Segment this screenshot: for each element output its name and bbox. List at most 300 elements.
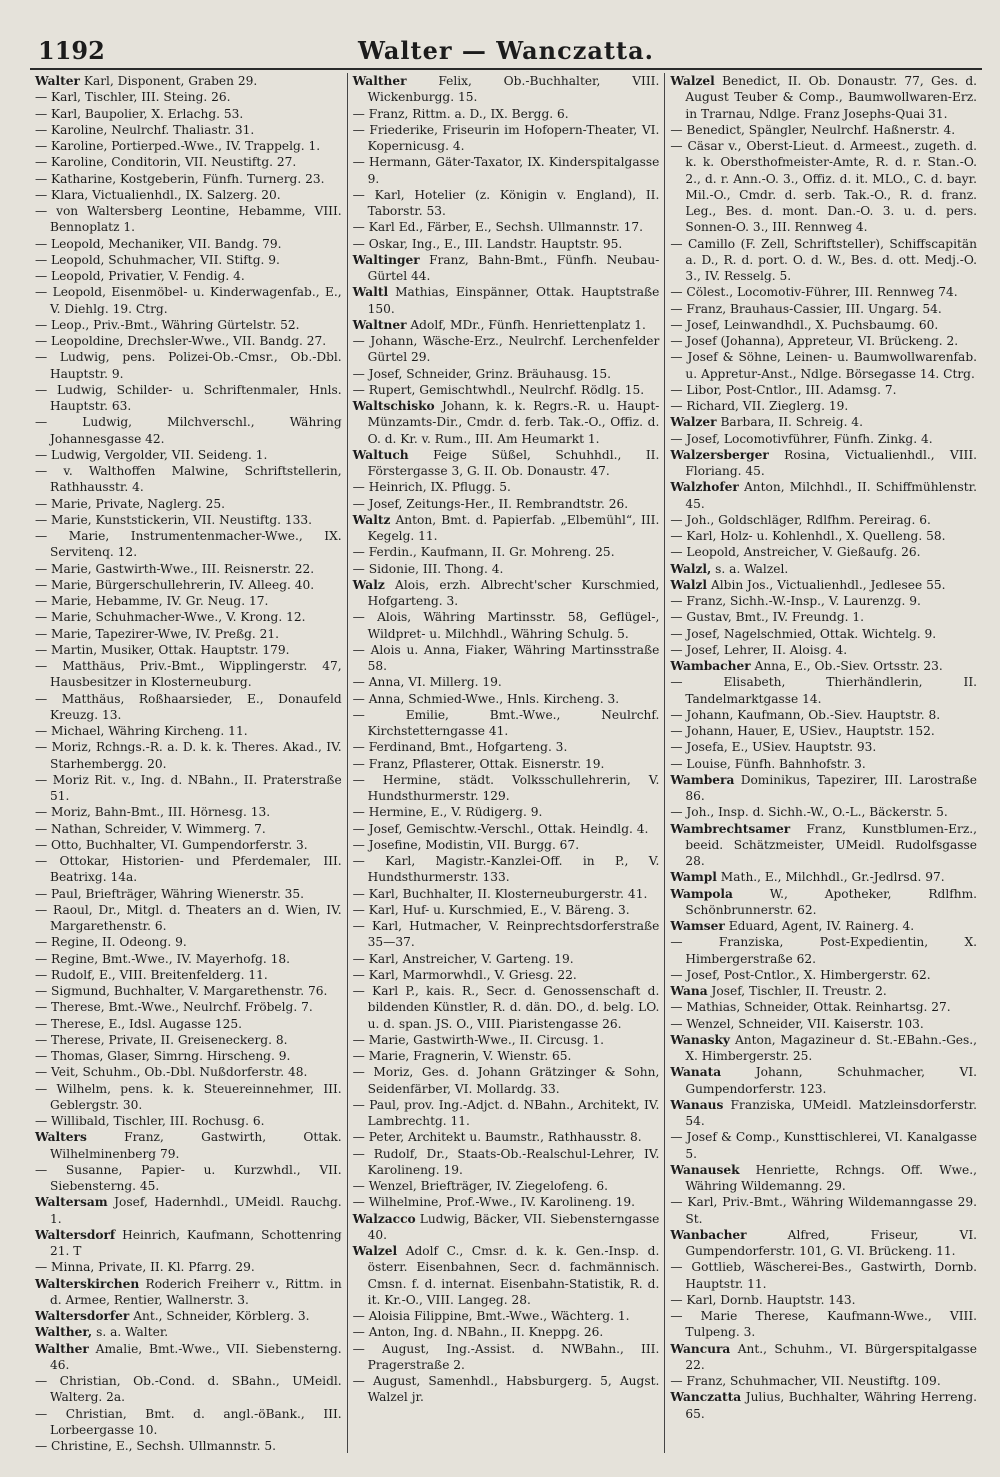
directory-entry xyxy=(353,1211,660,1244)
entry-details: Feige Süßel, Schuhhdl., II. Förstergasse 3, G. II. Ob. Donaustr. 47. xyxy=(367,447,660,478)
entry-details: — Karl, Magistr.-Kanzlei-Off. in P., V. Hundsthurmerstr. 133. xyxy=(352,854,660,885)
entry-details: — Leopold, Anstreicher, V. Gießaufg. 26. xyxy=(670,545,921,560)
entry-details: — Ludwig, pens. Polizei-Ob.-Cmsr., Ob.-Dbl. Hauptstr. 9. xyxy=(35,350,342,381)
entry-details: — Willibald, Tischler, III. Rochusg. 6. xyxy=(35,1114,265,1128)
entry-details: W., Apotheker, Rdlfhm. Schönbrunnerstr. 62. xyxy=(685,886,978,917)
directory-entry xyxy=(35,561,342,577)
directory-entry xyxy=(353,756,660,772)
entry-details: Heinrich, Kaufmann, Schottenring 21. T xyxy=(50,1227,342,1258)
entry-surname: Walz xyxy=(352,577,385,592)
entry-details: — Anna, Schmied-Wwe., Hnls. Kircheng. 3. xyxy=(352,691,620,706)
directory-entry xyxy=(670,382,977,398)
directory-entry xyxy=(353,284,660,317)
directory-entry xyxy=(35,1259,342,1275)
entry-details: Franziska, UMeidl. Matzleinsdorferstr. 54. xyxy=(685,1097,978,1128)
entry-surname: Wanasky xyxy=(670,1032,731,1047)
entry-details: — Regine, II. Odeong. 9. xyxy=(35,935,187,950)
entry-details: — Rupert, Gemischtwhdl., Neulrchf. Rödlg. 15. xyxy=(352,382,645,397)
directory-entry xyxy=(670,1194,977,1227)
entry-details: — Joh., Insp. d. Sichh.-W., O.-L., Bäckerstr. 5. xyxy=(670,805,948,820)
entry-surname: Walzl xyxy=(670,577,708,592)
entry-surname: Walterskirchen xyxy=(35,1276,140,1291)
entry-details: — Wenzel, Schneider, VII. Kaiserstr. 103. xyxy=(670,1016,924,1031)
directory-entry xyxy=(353,642,660,675)
directory-entry xyxy=(353,691,660,707)
directory-entry xyxy=(353,902,660,918)
entry-surname: Walters xyxy=(35,1130,87,1145)
directory-entry xyxy=(670,674,977,707)
entry-details: — Friederike, Friseurin im Hofopern-Theater, VI. Kopernicusg. 4. xyxy=(352,122,660,153)
directory-entry xyxy=(35,463,342,496)
directory-entry xyxy=(670,1064,977,1097)
entry-surname: Walzersberger xyxy=(670,447,769,462)
entry-details: — Marie, Hebamme, IV. Gr. Neug. 17. xyxy=(35,594,269,608)
directory-entry xyxy=(35,1341,342,1374)
directory-entry xyxy=(353,1243,660,1308)
directory-entry xyxy=(670,1016,977,1032)
entry-details: s. a. Walter. xyxy=(96,1325,169,1340)
directory-entry xyxy=(353,106,660,122)
entry-surname: Wambera xyxy=(670,772,735,787)
entry-surname: Wanczatta xyxy=(670,1390,742,1405)
directory-entry xyxy=(35,317,342,333)
directory-entry xyxy=(35,1438,342,1453)
directory-entry xyxy=(35,1081,342,1114)
entry-details: — Karl, Marmorwhdl., V. Griesg. 22. xyxy=(352,967,577,982)
directory-entry xyxy=(670,236,977,285)
directory-entry xyxy=(353,1129,660,1145)
directory-entry xyxy=(35,626,342,642)
entry-details: — Emilie, Bmt.-Wwe., Neulrchf. Kirchstetterngasse 41. xyxy=(352,707,660,738)
entry-details: — Karl, Dornb. Hauptstr. 143. xyxy=(670,1292,856,1307)
entry-details: — Josefine, Modistin, VII. Burgg. 67. xyxy=(352,837,580,852)
directory-entry xyxy=(670,1292,977,1308)
directory-entry xyxy=(670,707,977,723)
directory-entry xyxy=(353,983,660,1032)
directory-entry xyxy=(35,154,342,170)
entry-details: — Marie, Schuhmacher-Wwe., V. Krong. 12. xyxy=(35,610,306,625)
directory-entry xyxy=(35,447,342,463)
directory-entry xyxy=(670,821,977,870)
entry-details: — Karl, Buchhalter, II. Klosterneuburgerstr. 41. xyxy=(352,886,648,901)
directory-entry xyxy=(35,658,342,691)
entry-details: — Leopold, Mechaniker, VII. Bandg. 79. xyxy=(35,236,282,251)
entry-details: — Katharine, Kostgeberin, Fünfh. Turnerg. 23. xyxy=(35,171,325,186)
directory-entry xyxy=(35,1032,342,1048)
entry-details: — Franz, Sichh.-W.-Insp., V. Laurenzg. 9. xyxy=(670,594,921,608)
directory-entry xyxy=(353,1146,660,1179)
directory-entry xyxy=(353,544,660,560)
entry-details: — Leopoldine, Drechsler-Wwe., VII. Bandg. 27. xyxy=(35,334,327,348)
directory-entry xyxy=(35,1064,342,1080)
entry-details: — Veit, Schuhm., Ob.-Dbl. Nußdorferstr. 48. xyxy=(35,1065,308,1080)
directory-entry xyxy=(670,73,977,122)
directory-entry xyxy=(35,999,342,1015)
entry-details: — Rudolf, Dr., Staats-Ob.-Realschul-Lehrer, IV. Karolineng. 19. xyxy=(352,1146,660,1177)
directory-entry xyxy=(353,1324,660,1340)
entry-details: — Marie, Tapezirer-Wwe, IV. Preßg. 21. xyxy=(35,626,280,641)
entry-details: — Josef, Schneider, Grinz. Bräuhausg. 15. xyxy=(352,366,612,381)
directory-entry xyxy=(353,837,660,853)
entry-details: — Karl, Tischler, III. Steing. 26. xyxy=(35,90,231,105)
directory-entry xyxy=(670,122,977,138)
entry-details: — Heinrich, IX. Pflugg. 5. xyxy=(352,480,511,495)
directory-entry xyxy=(35,236,342,252)
entry-surname: Walther xyxy=(35,1341,89,1356)
directory-entry xyxy=(670,756,977,772)
entry-surname: Wanata xyxy=(670,1065,722,1080)
directory-entry xyxy=(35,414,342,447)
directory-entry xyxy=(670,1373,977,1389)
entry-details: — Karl, Holz- u. Kohlenhdl., X. Quelleng. 58. xyxy=(670,529,946,543)
directory-entry xyxy=(353,252,660,285)
entry-details: — Benedict, Spängler, Neulrchf. Haßnerstr. 4. xyxy=(670,122,956,137)
directory-entry xyxy=(670,447,977,480)
directory-entry xyxy=(35,1162,342,1195)
directory-entry xyxy=(353,1064,660,1097)
directory-entry xyxy=(35,73,342,89)
directory-entry xyxy=(353,772,660,805)
entry-details: Anton, Bmt. d. Papierfab. „Elbemühl“, III. Kegelg. 11. xyxy=(367,512,660,543)
entry-surname: Walzel xyxy=(670,74,715,88)
entry-details: — Christian, Ob.-Cond. d. SBahn., UMeidl. Walterg. 2a. xyxy=(35,1374,342,1405)
directory-entry xyxy=(353,886,660,902)
directory-entry xyxy=(35,642,342,658)
directory-entry xyxy=(35,1324,342,1340)
directory-entry xyxy=(353,853,660,886)
entry-details: — Christian, Bmt. d. angl.-öBank., III. Lorbeergasse 10. xyxy=(35,1406,342,1437)
entry-details: — Karl, Anstreicher, V. Garteng. 19. xyxy=(352,951,574,966)
entry-details: — Camillo (F. Zell, Schriftsteller), Schiffscapitän a. D., R. d. port. O. d. W., Bes. d. ott. Medj.-O. 3., IV. Resselg. 5. xyxy=(670,236,978,283)
directory-entry xyxy=(670,301,977,317)
directory-entry xyxy=(35,1406,342,1439)
directory-entry xyxy=(670,1032,977,1065)
entry-details: — Ludwig, Vergolder, VII. Seideng. 1. xyxy=(35,447,268,462)
directory-entry xyxy=(35,203,342,236)
directory-entry xyxy=(670,804,977,820)
directory-entry xyxy=(670,1259,977,1292)
entry-surname: Walther xyxy=(352,74,407,88)
directory-entry xyxy=(670,317,977,333)
entry-surname: Waltersdorf xyxy=(35,1227,116,1242)
entry-details: Anton, Magazineur d. St.-EBahn.-Ges., X. Himbergerstr. 25. xyxy=(685,1032,978,1063)
entry-details: — Johann, Kaufmann, Ob.-Siev. Hauptstr. 8. xyxy=(670,707,941,722)
entry-details: — Leop., Priv.-Bmt., Währing Gürtelstr. 52. xyxy=(35,317,300,332)
entry-details: — Karoline, Conditorin, VII. Neustiftg. 27. xyxy=(35,155,297,170)
entry-details: — Matthäus, Roßhaarsieder, E., Donaufeld Kreuzg. 13. xyxy=(35,691,342,722)
running-title: Walter — Wanczatta. xyxy=(358,36,654,65)
directory-entry xyxy=(353,609,660,642)
entry-details: — Marie, Gastwirth-Wwe., III. Reisnerstr. 22. xyxy=(35,561,315,576)
entry-details: — Nathan, Schreider, V. Wimmerg. 7. xyxy=(35,821,266,836)
directory-entry xyxy=(353,918,660,951)
entry-details: — Michael, Währing Kircheng. 11. xyxy=(35,724,248,738)
entry-details: — Martin, Musiker, Ottak. Hauptstr. 179. xyxy=(35,642,290,657)
entry-details: — Minna, Private, II. Kl. Pfarrg. 29. xyxy=(35,1260,255,1275)
entry-details: Ludwig, Bäcker, VII. Siebensterngasse 40. xyxy=(367,1211,660,1242)
directory-entry xyxy=(35,1373,342,1406)
directory-entry xyxy=(353,73,660,106)
entry-details: — Marie, Kunststickerin, VII. Neustiftg. 133. xyxy=(35,512,313,527)
directory-entry xyxy=(353,317,660,333)
entry-surname: Waltl xyxy=(352,285,389,300)
entry-surname: Walzacco xyxy=(352,1211,416,1226)
entry-details: — Sigmund, Buchhalter, V. Margarethenstr. 76. xyxy=(35,984,328,998)
directory-column-1 xyxy=(30,73,347,1453)
directory-entry xyxy=(35,902,342,935)
entry-details: — Marie, Fragnerin, V. Wienstr. 65. xyxy=(352,1049,572,1063)
header-rule xyxy=(30,68,982,70)
directory-entry xyxy=(353,804,660,820)
entry-details: — Therese, Private, II. Greiseneckerg. 8. xyxy=(35,1032,288,1047)
entry-details: — Oskar, Ing., E., III. Landstr. Hauptstr. 95. xyxy=(352,236,623,251)
entry-details: — v. Walthoffen Malwine, Schriftstellerin, Rathhausstr. 4. xyxy=(35,464,342,495)
directory-entry xyxy=(35,138,342,154)
directory-entry xyxy=(670,1162,977,1195)
directory-entry xyxy=(670,561,977,577)
entry-details: Ant., Schneider, Körblerg. 3. xyxy=(133,1309,310,1323)
directory-entry xyxy=(353,1178,660,1194)
entry-details: — Johann, Wäsche-Erz., Neulrchf. Lerchenfelder Gürtel 29. xyxy=(352,334,660,365)
entry-surname: Wanbacher xyxy=(670,1227,747,1242)
entry-details: s. a. Walzel. xyxy=(715,561,789,576)
directory-entry xyxy=(353,1341,660,1374)
entry-surname: Wamser xyxy=(670,919,725,933)
entry-details: — Karl, Priv.-Bmt., Währing Wildemanngasse 29. St. xyxy=(670,1195,978,1226)
entry-details: — Therese, Bmt.-Wwe., Neulrchf. Fröbelg. 7. xyxy=(35,1000,313,1015)
directory-entry xyxy=(35,1113,342,1129)
directory-entry xyxy=(353,122,660,155)
directory-entry xyxy=(670,918,977,934)
entry-details: — Elisabeth, Thierhändlerin, II. Tandelmarktgasse 14. xyxy=(670,675,978,706)
directory-entry xyxy=(670,544,977,560)
entry-details: — Regine, Bmt.-Wwe., IV. Mayerhofg. 18. xyxy=(35,951,291,966)
directory-entry xyxy=(353,333,660,366)
directory-entry xyxy=(35,609,342,625)
directory-entry xyxy=(670,642,977,658)
entry-surname: Wambrechtsamer xyxy=(670,821,791,836)
directory-entry xyxy=(670,414,977,430)
entry-surname: Waltz xyxy=(352,512,391,527)
entry-details: — Hermine, städt. Volksschullehrerin, V. Hundsthurmerstr. 129. xyxy=(352,772,660,803)
entry-details: Felix, Ob.-Buchhalter, VIII. Wickenburgg. 15. xyxy=(367,74,660,105)
entry-details: — Leopold, Schuhmacher, VII. Stiftg. 9. xyxy=(35,252,280,267)
entry-details: — Karoline, Neulrchf. Thaliastr. 31. xyxy=(35,122,255,137)
directory-entry xyxy=(35,252,342,268)
entry-details: — Wenzel, Briefträger, IV. Ziegelofeng. 6. xyxy=(352,1179,609,1193)
entry-details: — Marie, Private, Naglerg. 25. xyxy=(35,496,226,511)
entry-details: — Josef, Locomotivführer, Fünfh. Zinkg. 4. xyxy=(670,431,933,446)
directory-entry xyxy=(35,187,342,203)
entry-details: Franz, Gastwirth, Ottak. Wilhelminenberg 79. xyxy=(50,1130,342,1161)
directory-entry xyxy=(35,89,342,105)
directory-entry xyxy=(35,983,342,999)
entry-details: — Ottokar, Historien- und Pferdemaler, III. Beatrixg. 14a. xyxy=(35,854,342,885)
directory-entry xyxy=(670,658,977,674)
directory-entry xyxy=(353,447,660,480)
entry-surname: Waltinger xyxy=(352,252,420,267)
directory-entry xyxy=(670,967,977,983)
directory-entry xyxy=(35,512,342,528)
entry-details: Math., E., Milchhdl., Gr.-Jedlrsd. 97. xyxy=(720,870,945,885)
entry-surname: Waltersam xyxy=(35,1195,108,1210)
entry-details: Johann, k. k. Regrs.-R. u. Haupt-Münzamts-Dir., Cmdr. d. ferb. Tak.-O., Offiz. d. O. d. Kr. v. Rum., III. Am Heumarkt 1. xyxy=(367,399,660,446)
entry-details: — Wilhelmine, Prof.-Wwe., IV. Karolineng. 19. xyxy=(352,1195,636,1210)
entry-details: — Josef, Leinwandhdl., X. Puchsbaumg. 60. xyxy=(670,317,939,332)
entry-details: — Anton, Ing. d. NBahn., II. Kneppg. 26. xyxy=(352,1325,604,1340)
directory-entry xyxy=(353,561,660,577)
directory-entry xyxy=(670,398,977,414)
entry-details: Roderich Freiherr v., Rittm. in d. Armee, Rentier, Wallnerstr. 3. xyxy=(50,1276,342,1307)
entry-details: — Josef & Comp., Kunsttischlerei, VI. Kanalgasse 5. xyxy=(670,1130,978,1161)
directory-entry xyxy=(35,1227,342,1260)
entry-details: — Josef, Nagelschmied, Ottak. Wichtelg. 9. xyxy=(670,626,937,641)
entry-surname: Walzl, xyxy=(670,561,712,576)
entry-details: — Libor, Post-Cntlor., III. Adamsg. 7. xyxy=(670,382,897,397)
entry-details: — Franz, Pflasterer, Ottak. Eisnerstr. 19. xyxy=(352,756,605,771)
entry-details: Albin Jos., Victualienhdl., Jedlesee 55. xyxy=(710,577,946,592)
directory-entry xyxy=(670,512,977,528)
directory-entry xyxy=(35,1276,342,1309)
entry-details: Rosina, Victualienhdl., VIII. Floriang. 45. xyxy=(685,447,978,478)
entry-details: — Louise, Fünfh. Bahnhofstr. 3. xyxy=(670,756,866,771)
directory-entry xyxy=(35,837,342,853)
entry-surname: Waltuch xyxy=(352,447,409,462)
entry-surname: Wancura xyxy=(670,1341,731,1356)
directory-entry xyxy=(670,333,977,349)
entry-details: — Josef, Lehrer, II. Aloisg. 4. xyxy=(670,642,848,657)
directory-entry xyxy=(670,983,977,999)
directory-entry xyxy=(670,886,977,919)
directory-entry xyxy=(35,268,342,284)
directory-entry xyxy=(353,187,660,220)
entry-details: — Richard, VII. Zieglerg. 19. xyxy=(670,399,849,413)
entry-surname: Wambacher xyxy=(670,659,751,673)
entry-details: Barbara, II. Schreig. 4. xyxy=(720,415,863,430)
entry-details: — Ferdinand, Bmt., Hofgarteng. 3. xyxy=(352,740,568,755)
directory-entry xyxy=(353,512,660,545)
directory-entry xyxy=(670,934,977,967)
directory-entry xyxy=(670,609,977,625)
directory-entry xyxy=(35,349,342,382)
directory-entry xyxy=(670,1308,977,1341)
directory-entry xyxy=(353,366,660,382)
entry-surname: Waltschisko xyxy=(352,399,435,413)
entry-details: — Matthäus, Priv.-Bmt., Wipplingerstr. 47, Hausbesitzer in Klosterneuburg. xyxy=(35,659,342,690)
entry-details: — Ludwig, Milchverschl., Währing Johannesgasse 42. xyxy=(35,415,342,446)
entry-details: — Wilhelm, pens. k. k. Steuereinnehmer, III. Geblergstr. 30. xyxy=(35,1081,342,1112)
entry-details: — Moriz, Ges. d. Johann Grätzinger & Sohn, Seidenfärber, VI. Mollardg. 33. xyxy=(352,1065,660,1096)
directory-entry xyxy=(353,398,660,447)
directory-entry xyxy=(353,154,660,187)
entry-details: — Franziska, Post-Expedientin, X. Himbergerstraße 62. xyxy=(670,935,978,966)
entry-details: — Karl, Hutmacher, V. Reinprechtsdorferstraße 35—37. xyxy=(352,919,660,950)
entry-details: — Thomas, Glaser, Simrng. Hirscheng. 9. xyxy=(35,1049,291,1063)
directory-column-3 xyxy=(664,73,982,1453)
entry-details: — Marie, Gastwirth-Wwe., II. Circusg. 1. xyxy=(352,1032,604,1047)
entry-details: — Leopold, Privatier, V. Fendig. 4. xyxy=(35,269,245,283)
directory-entry xyxy=(353,674,660,690)
entry-details: Henriette, Rchngs. Off. Wwe., Währing Wildemanng. 29. xyxy=(685,1162,978,1193)
entry-details: — Peter, Architekt u. Baumstr., Rathhausstr. 8. xyxy=(352,1130,642,1145)
entry-details: Benedict, II. Ob. Donaustr. 77, Ges. d. August Teuber & Comp., Baumwollwaren-Erz. in Trarnau, Ndlge. Franz Josephs-Quai 31. xyxy=(685,74,978,121)
directory-entry xyxy=(670,528,977,544)
directory-entry xyxy=(35,593,342,609)
directory-entry xyxy=(353,479,660,495)
entry-details: — von Waltersberg Leontine, Hebamme, VIII. Bennoplatz 1. xyxy=(35,204,342,235)
directory-entry xyxy=(353,739,660,755)
directory-entry xyxy=(35,934,342,950)
entry-details: Josef, Hadernhdl., UMeidl. Rauchg. 1. xyxy=(50,1195,342,1226)
directory-entry xyxy=(353,577,660,610)
entry-surname: Walzel xyxy=(352,1244,398,1258)
directory-entry xyxy=(353,496,660,512)
directory-entry xyxy=(35,122,342,138)
entry-details: — Moriz Rit. v., Ing. d. NBahn., II. Praterstraße 51. xyxy=(35,772,342,803)
directory-entry xyxy=(670,138,977,236)
entry-surname: Walther, xyxy=(35,1325,93,1340)
entry-surname: Wampl xyxy=(670,870,717,885)
directory-entry xyxy=(670,869,977,885)
directory-entry xyxy=(35,284,342,317)
directory-entry xyxy=(35,804,342,820)
directory-entry xyxy=(35,853,342,886)
directory-entry xyxy=(35,496,342,512)
directory-entry xyxy=(353,1032,660,1048)
entry-details: — Moriz, Rchngs.-R. a. D. k. k. Theres. Akad., IV. Starhembergg. 20. xyxy=(35,740,342,771)
directory-entry xyxy=(670,999,977,1015)
entry-details: — Sidonie, III. Thong. 4. xyxy=(352,561,504,576)
entry-details: — Marie, Bürgerschullehrerin, IV. Alleeg. 40. xyxy=(35,577,315,592)
entry-details: — Karl, Baupolier, X. Erlachg. 53. xyxy=(35,106,244,121)
directory-entry xyxy=(670,431,977,447)
directory-entry xyxy=(35,1129,342,1162)
entry-surname: Wanaus xyxy=(670,1097,724,1112)
entry-details: — Moriz, Bahn-Bmt., III. Hörnesg. 13. xyxy=(35,805,271,820)
directory-entry xyxy=(353,1194,660,1210)
entry-details: — Josef, Post-Cntlor., X. Himbergerstr. 62. xyxy=(670,967,931,982)
entry-details: Eduard, Agent, IV. Rainerg. 4. xyxy=(728,919,915,933)
entry-details: Josef, Tischler, II. Treustr. 2. xyxy=(711,984,887,998)
entry-details: — Josef & Söhne, Leinen- u. Baumwollwarenfab. u. Appretur-Anst., Ndlge. Börsegasse 14. Ctrg. xyxy=(670,350,978,381)
entry-details: — August, Ing.-Assist. d. NWBahn., III. Pragerstraße 2. xyxy=(352,1341,660,1372)
entry-details: Julius, Buchhalter, Währing Herreng. 65. xyxy=(685,1390,978,1421)
entry-details: — Karl, Huf- u. Kurschmied, E., V. Bäreng. 3. xyxy=(352,902,630,917)
entry-details: — Alois, Währing Martinsstr. 58, Geflügel-, Wildpret- u. Milchhdl., Währing Schulg. 5. xyxy=(352,610,660,641)
directory-entry xyxy=(670,349,977,382)
directory-entry xyxy=(353,1373,660,1406)
entry-details: Karl, Disponent, Graben 29. xyxy=(83,74,258,88)
directory-entry xyxy=(670,1341,977,1374)
entry-surname: Wana xyxy=(670,984,708,998)
directory-entry xyxy=(670,577,977,593)
directory-entry xyxy=(353,951,660,967)
directory-entry xyxy=(353,236,660,252)
entry-details: — Klara, Victualienhdl., IX. Salzerg. 20. xyxy=(35,187,281,202)
entry-surname: Waltner xyxy=(352,317,407,332)
entry-details: — Christine, E., Sechsh. Ullmannstr. 5. xyxy=(35,1439,277,1453)
page-header xyxy=(30,36,982,66)
entry-details: — Anna, VI. Millerg. 19. xyxy=(352,675,502,690)
entry-details: Johann, Schuhmacher, VI. Gumpendorferstr. 123. xyxy=(685,1065,978,1096)
entry-details: Ant., Schuhm., VI. Bürgerspitalgasse 22. xyxy=(685,1341,978,1372)
entry-details: — Gustav, Bmt., IV. Freundg. 1. xyxy=(670,610,865,625)
entry-details: Alfred, Friseur, VI. Gumpendorferstr. 101, G. VI. Brückeng. 11. xyxy=(685,1227,978,1258)
entry-details: Franz, Bahn-Bmt., Fünfh. Neubau-Gürtel 44. xyxy=(367,252,660,283)
directory-entry xyxy=(35,577,342,593)
directory-entry xyxy=(670,1389,977,1422)
directory-entry xyxy=(353,821,660,837)
